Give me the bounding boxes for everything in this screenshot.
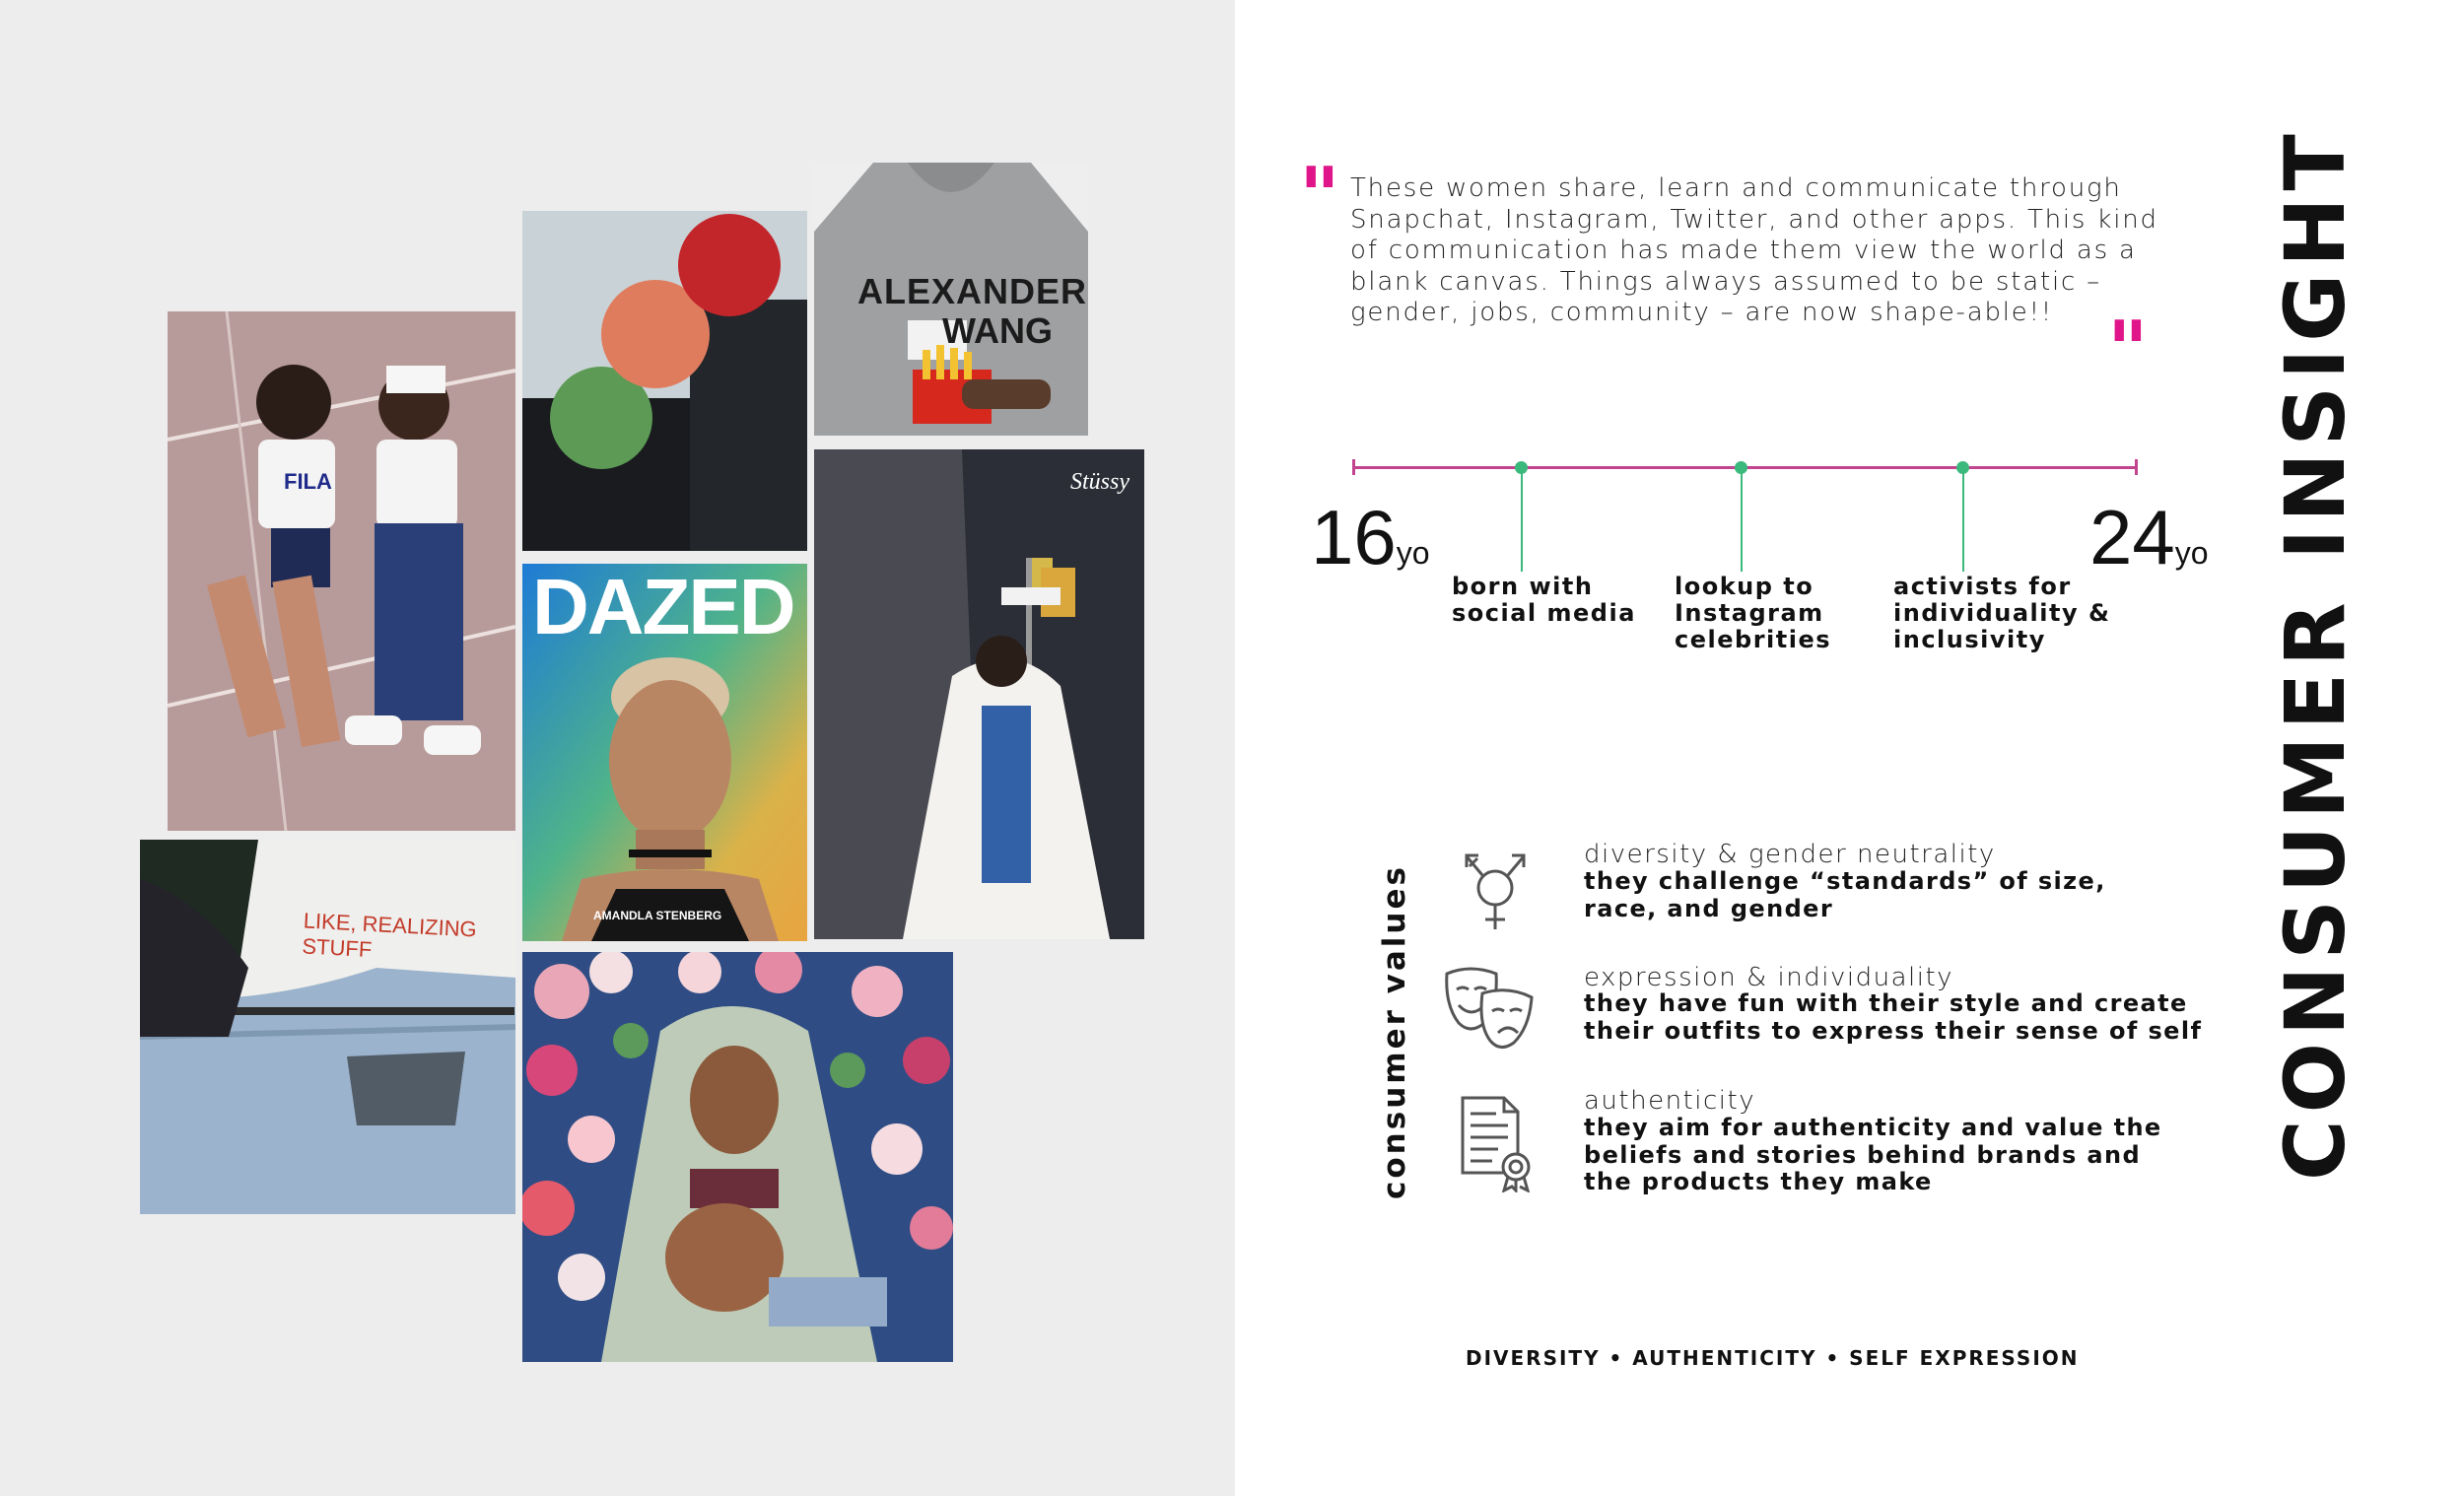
value-desc-line: they aim for authenticity and value the bbox=[1584, 1114, 2162, 1141]
value-desc-diversity bbox=[1584, 868, 2106, 922]
quote-line: gender, jobs, community – are now shape-able!! bbox=[1350, 298, 2054, 327]
value-desc-line: they challenge “standards” of size, bbox=[1584, 867, 2106, 895]
age-unit: yo bbox=[1396, 535, 1430, 571]
dazed-title: DAZED bbox=[532, 564, 794, 650]
timeline-tick bbox=[1741, 467, 1743, 572]
value-title-diversity: diversity & gender neutrality bbox=[1584, 840, 1996, 869]
consumer-values-label: consumer values bbox=[1377, 864, 1412, 1199]
quote-close-mark: " bbox=[2107, 305, 2143, 396]
timeline-start-cap bbox=[1352, 459, 1355, 475]
hoodie-text-line2: WANG bbox=[942, 310, 1053, 351]
timeline-dot bbox=[1956, 461, 1969, 474]
photo-fila-women bbox=[168, 311, 515, 831]
value-desc-line: race, and gender bbox=[1584, 894, 1834, 922]
milestone-activists bbox=[1893, 574, 2110, 653]
start-age-number: 16 bbox=[1311, 494, 1397, 580]
value-title-expression: expression & individuality bbox=[1584, 963, 1954, 992]
timeline-dot bbox=[1735, 461, 1747, 474]
value-desc-line: their outfits to express their sense of self bbox=[1584, 1016, 2203, 1045]
milestone-line: inclusivity bbox=[1893, 626, 2046, 653]
milestone-line: individuality & bbox=[1893, 599, 2111, 627]
milestone-line: celebrities bbox=[1675, 626, 1832, 653]
certificate-document-icon bbox=[1459, 1094, 1538, 1192]
quote-line: Snapchat, Instagram, Twitter, and other apps. This kind bbox=[1350, 204, 2158, 235]
milestone-line: activists for bbox=[1893, 573, 2072, 600]
timeline-tick bbox=[1521, 467, 1523, 572]
photo-colored-hair bbox=[522, 211, 807, 551]
value-desc-line: beliefs and stories behind brands and bbox=[1584, 1140, 2142, 1169]
age-unit: yo bbox=[2174, 535, 2209, 571]
photo-veil-flowers bbox=[522, 952, 953, 1362]
photo-tshirt-jeans bbox=[140, 840, 515, 1214]
end-age-number: 24 bbox=[2089, 494, 2175, 580]
photo-street-fur-coat bbox=[814, 449, 1144, 939]
value-desc-authenticity bbox=[1584, 1115, 2162, 1196]
value-desc-line: they have fun with their style and create bbox=[1584, 989, 2188, 1017]
value-title-authenticity: authenticity bbox=[1584, 1086, 1756, 1116]
milestone-line: lookup to bbox=[1675, 573, 1814, 600]
photo-dazed-cover bbox=[522, 564, 807, 941]
photo-alexander-wang-hoodie bbox=[814, 163, 1088, 436]
fila-logo-text: FILA bbox=[284, 469, 332, 494]
value-desc-line: the products they make bbox=[1584, 1168, 1933, 1195]
timeline-start-age bbox=[1311, 493, 1430, 582]
tshirt-slogan: LIKE, REALIZING STUFF bbox=[301, 908, 478, 963]
theater-masks-icon bbox=[1441, 966, 1538, 1054]
milestone-line: Instagram bbox=[1675, 599, 1824, 627]
dazed-cover-name: AMANDLA STENBERG bbox=[593, 909, 722, 922]
value-desc-expression bbox=[1584, 990, 2202, 1045]
footer-keywords: DIVERSITY • AUTHENTICITY • SELF EXPRESSION bbox=[1466, 1346, 2080, 1370]
quote-open-mark: " bbox=[1299, 151, 1335, 242]
timeline-tick bbox=[1962, 467, 1964, 572]
timeline-end-age bbox=[2089, 493, 2209, 582]
quote-line: These women share, learn and communicate through bbox=[1350, 173, 2122, 203]
timeline-end-cap bbox=[2135, 459, 2138, 475]
timeline-dot bbox=[1515, 461, 1528, 474]
milestone-line: social media bbox=[1452, 599, 1636, 627]
consumer-insight-title: CONSUMER INSIGHT bbox=[2267, 127, 2363, 1181]
milestone-instagram-celebrities bbox=[1675, 574, 1831, 653]
milestone-line: born with bbox=[1452, 573, 1594, 600]
stussy-logo-text: Stüssy bbox=[1070, 469, 1129, 495]
quote-text bbox=[1350, 173, 2178, 329]
milestone-born-with-social-media bbox=[1452, 574, 1636, 627]
quote-line: of communication has made them view the world as a bbox=[1350, 236, 2137, 265]
quote-line: blank canvas. Things always assumed to be static – bbox=[1350, 266, 2101, 297]
gender-symbol-icon bbox=[1457, 845, 1534, 933]
hoodie-text-line1: ALEXANDER bbox=[857, 271, 1088, 311]
